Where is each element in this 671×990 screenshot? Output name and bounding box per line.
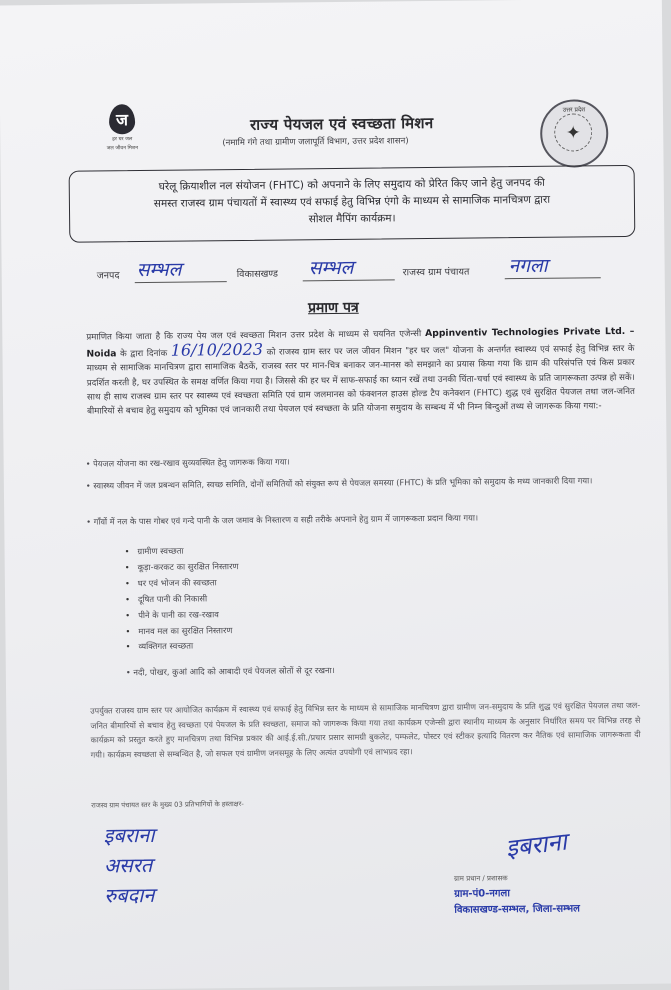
water-drop-icon: ज — [109, 104, 135, 134]
pradhan-signature: इबराना — [504, 827, 569, 863]
last-bullet: • नदी, पोखर, कुआं आदि को आबादी एवं पेयजल स्रोतों से दूर रखना। — [125, 665, 335, 678]
block-underline — [303, 279, 395, 281]
certificate-heading: प्रमाण पत्र — [307, 299, 359, 317]
official-stamp — [454, 869, 664, 919]
participant-name-1: इबराना — [103, 822, 155, 848]
stamp-line-2: ग्राम-पं0-नगला — [454, 888, 510, 900]
event-date: 16/10/2023 — [170, 339, 264, 360]
stamp-line-3: विकासखण्ड-सम्भल, जिला-सम्भल — [454, 903, 580, 916]
bullet-point-1: • पेयजल योजना का रख-रखाव सुव्यवस्थित हेतु जागरूक किया गया। — [85, 456, 290, 469]
subject-line-3: सोशल मैपिंग कार्यक्रम। — [308, 212, 396, 226]
agency-name: Appinventiv Technologies Private Ltd. – Noida — [86, 325, 635, 360]
list-item: • कूड़ा-करकट का सुरक्षित निस्तारण — [125, 559, 239, 576]
bullet-point-3: • गाँवों में नल के पास गोबर एवं गन्दे पानी के जल जमाव के निस्तारण व सही तरीके अपनाने हेतु ग्राम में जागरूकता प्रदान किया गया। — [86, 512, 479, 527]
organization-subtitle: (नमामि गंगे तथा ग्रामीण जलापूर्ति विभाग, उत्तर प्रदेश शासन) — [222, 136, 409, 149]
district-label: जनपद — [96, 270, 120, 282]
emblem-icon: ✦ — [554, 113, 592, 151]
village-value: नगला — [508, 254, 548, 278]
participant-name-3: रुबदान — [104, 882, 155, 908]
up-government-seal — [540, 99, 609, 168]
seal-text: उत्तर प्रदेश — [562, 106, 586, 114]
certificate-intro-c: को राजस्व ग्राम स्तर पर जल जीवन मिशन "हर घर जल" योजना के अन्तर्गत स्वास्थ्य एवं सफाई हेतु विभिन्न स्तर के माध्यम से सामाजिक मानचित्रण द्वारा सामाजिक बैठकें, राजस्व स्तर पर मान-चित्र बनाकर जन-मानस को समझाने का प्रयास किया गया कि ग्राम की परिसंपत्ति एवं किस प्रकार प्रदर्शित करती है, घर उपस्थित के समक्ष वर्णित किया गया है। जिससे की हर घर में साफ-सफाई का ध्यान रखें तथा उनकी चिंता-चर्चा एवं स्वास्थ्य के प्रति जागरूकता उत्पन्न हो सकें। साथ ही साथ राजस्व ग्राम स्तर पर स्वास्थ्य एवं स्वच्छता समिति एवं ग्राम जलमानस को फंक्शनल हाउस होल्ड टैप कनेक्शन (FHTC) शुद्ध एवं सुरक्षित पेयजल तथा जल-जनित बीमारियों से बचाव हेतु समुदाय को भूमिका एवं जानकारी तथा पेयजल एवं स्वच्छता के प्रति योजना समुदाय के सम्बन्ध में भी निम्न बिन्दुओं तथ्य से जागरूक किया गया:- — [86, 344, 635, 417]
stamp-line-1: ग्राम प्रधान / प्रशासक — [453, 874, 508, 883]
logo-tagline-2: जल जीवन मिशन — [106, 145, 139, 152]
certificate-intro-b: के द्वारा दिनांक — [120, 348, 168, 360]
list-item: • दूषित पानी की निकासी — [125, 591, 239, 608]
logo-tagline-1: हर घर जल — [112, 136, 133, 143]
topics-list — [125, 543, 240, 656]
certificate-body — [86, 325, 635, 419]
bullet-text: पेयजल योजना का रख-रखाव सुव्यवस्थित हेतु जागरूक किया गया। — [93, 456, 290, 469]
location-fields — [97, 253, 617, 292]
jal-jeevan-mission-logo — [100, 104, 145, 152]
bullet-text: स्वास्थ्य जीवन में जल प्रबन्धन समिति, स्वच्छ समिति, दोनों समितियों को संयुक्त रूप से पेयजल समस्या (FHTC) के प्रति भूमिका को समुदाय के मध्य जानकारी दिया गया। — [93, 475, 593, 491]
participants-note: राजस्व ग्राम पंचायत स्तर के मुख्य 03 प्रतिभागियों के हस्ताक्षर- — [91, 799, 244, 810]
bullet-text: गाँवों में नल के पास गोबर एवं गन्दे पानी के जल जमाव के निस्तारण व सही तरीके अपनाने हेतु ग्राम में जागरूकता प्रदान किया गया। — [93, 512, 479, 527]
village-label: राजस्व ग्राम पंचायत — [402, 266, 470, 279]
subject-line-2: समस्त राजस्व ग्राम पंचायतों में स्वास्थ्य एवं सफाई हेतु विभिन्न एंगो के माध्यम से सामाजिक मानचित्रण द्वारा — [153, 193, 551, 210]
participant-name-2: असरत — [103, 852, 153, 878]
district-underline — [135, 281, 227, 283]
list-item: • पीने के पानी का रख-रखाव — [125, 607, 239, 624]
closing-paragraph: उपर्युक्त राजस्व ग्राम स्तर पर आयोजित कार्यक्रम में स्वास्थ्य एवं सफाई हेतु विभिन्न स्तर के माध्यम से सामाजिक मानचित्रण द्वारा ग्रामीण जन-समुदाय के प्रति शुद्ध एवं सुरक्षित पेयजल तथा जल-जनित बीमारियों से बचाव हेतु स्वच्छता एवं पेयजल के प्रति स्वच्छता, समाज को जागरूक किया गया तथा कार्यक्रम एजेन्सी द्वारा स्थानीय माध्यम के अनुसार निर्धारित समय पर विभिन्न तरह से कार्यक्रम को प्रस्तुत करते हुए मानचित्रण तथा विभिन्न प्रकार की आई.ई.सी./प्रचार प्रसार सामग्री बुकलेट, पम्फलेट, पोस्टर एवं स्टीकर इत्यादि वितरण कर नैतिक एवं सामाजिक जागरूकता दी गयी। कार्यक्रम स्वच्छता से सम्बन्धित है, जो सफल एवं ग्रामीण जनसमूह के लिए अत्यंत उपयोगी एवं लाभप्रद रहा। — [90, 700, 641, 760]
organization-title: राज्य पेयजल एवं स्वच्छता मिशन — [250, 113, 434, 134]
list-item: • घर एवं भोजन की स्वच्छता — [125, 575, 239, 592]
list-item: • मानव मल का सुरक्षित निस्तारण — [125, 623, 239, 640]
block-label: विकासखण्ड — [236, 268, 279, 281]
block-value: सम्भल — [308, 256, 354, 280]
subject-line-1: घरेलू क्रियाशील नल संयोजन (FHTC) को अपनाने के लिए समुदाय को प्रेरित किए जाने हेतु जनपद की — [158, 176, 545, 193]
certificate-intro-a: प्रमाणित किया जाता है कि राज्य पेय जल एवं स्वच्छता मिशन उत्तर प्रदेश के माध्यम से चयनित एजेन्सी — [86, 329, 422, 343]
village-underline — [505, 277, 601, 279]
participant-signatures — [103, 820, 155, 911]
list-item: • ग्रामीण स्वच्छता — [125, 543, 239, 560]
subject-box — [69, 165, 636, 243]
district-value: सम्भल — [136, 258, 182, 282]
bullet-point-2: • स्वास्थ्य जीवन में जल प्रबन्धन समिति, स्वच्छ समिति, दोनों समितियों को संयुक्त रूप से पेयजल समस्या (FHTC) के प्रति भूमिका को समुदाय के मध्य जानकारी दिया गया। — [85, 475, 593, 491]
list-item: • व्यक्तिगत स्वच्छता — [126, 638, 240, 655]
last-bullet-text: नदी, पोखर, कुआं आदि को आबादी एवं पेयजल स्रोतों से दूर रखना। — [133, 665, 335, 678]
